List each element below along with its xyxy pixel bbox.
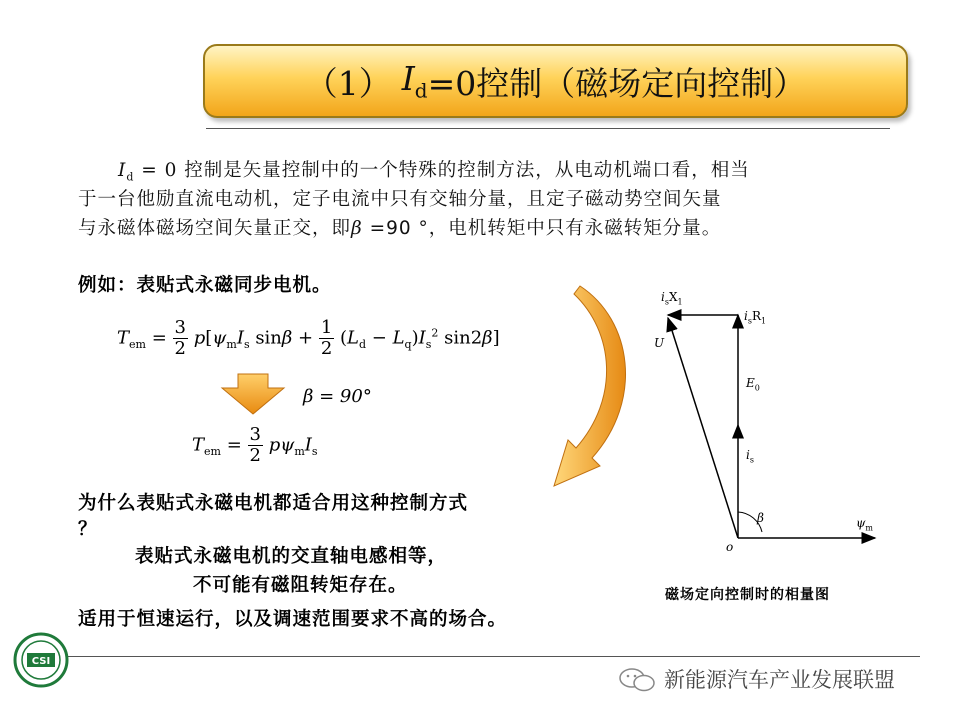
question-line-1: 为什么表贴式永磁电机都适合用这种控制方式 [78, 493, 469, 514]
label-u: U [654, 336, 665, 350]
svg-text:CSI: CSI [31, 656, 51, 667]
torque-formula-simplified: $T_{em}$ = $\frac{3}{2}$ $p\psi_mI_s$ [192, 424, 318, 466]
label-origin: o [726, 540, 734, 554]
u-vector [668, 318, 738, 538]
example-text: 例如：表贴式永磁同步电机。 [78, 275, 332, 296]
diagram-caption: 磁场定向控制时的相量图 [665, 587, 830, 603]
torque-formula-full: $T_{em}$ = $\frac{3}{2}$ $p[\psi_mI_s$ sinβ + $\frac{1}{2}$ $(L_d - L_q)I_s^2$ sin2β] [117, 317, 500, 359]
title-variable: $I_d$ [401, 59, 428, 103]
wechat-icon [618, 666, 658, 694]
label-beta: β [757, 511, 764, 525]
label-psi-m: $\psi_m$ [856, 516, 874, 533]
beta-condition: β = 90° [303, 386, 372, 407]
footer-divider [40, 656, 920, 657]
brand-name: 新能源汽车产业发展联盟 [664, 668, 895, 692]
csi-logo [13, 632, 69, 688]
intro-line-2: 于一台他励直流电动机，定子电流中只有交轴分量，且定子磁动势空间矢量 [78, 189, 722, 210]
curved-arrow-icon [540, 280, 650, 500]
answer-line-1: 表贴式永磁电机的交直轴电感相等， [135, 546, 448, 567]
title-prefix: （1） [304, 63, 392, 103]
page-title [205, 46, 906, 116]
answer-line-2: 不可能有磁阻转矩存在。 [193, 575, 408, 596]
title-suffix: =0控制（磁场定向控制） [427, 63, 807, 103]
intro-line-3: 与永磁体磁场空间矢量正交，即β =90 °，电机转矩中只有永磁转矩分量。 [78, 218, 722, 239]
label-isx1: $i_sX_1$ [661, 290, 683, 307]
title-banner [203, 44, 908, 118]
intro-line-1: $I_d = 0$ 控制是矢量控制中的一个特殊的控制方法，从电动机端口看，相当 [118, 160, 750, 184]
label-is: $i_s$ [746, 448, 754, 465]
down-arrow-icon [218, 372, 288, 416]
label-isr1: $i_sR_1$ [744, 309, 767, 326]
label-e0: $E_0$ [746, 376, 760, 393]
title-divider [206, 128, 890, 129]
intro-id-var: I [118, 160, 127, 181]
question-line-2: ？ [78, 519, 98, 540]
application-text: 适用于恒速运行，以及调速范围要求不高的场合。 [78, 609, 508, 630]
